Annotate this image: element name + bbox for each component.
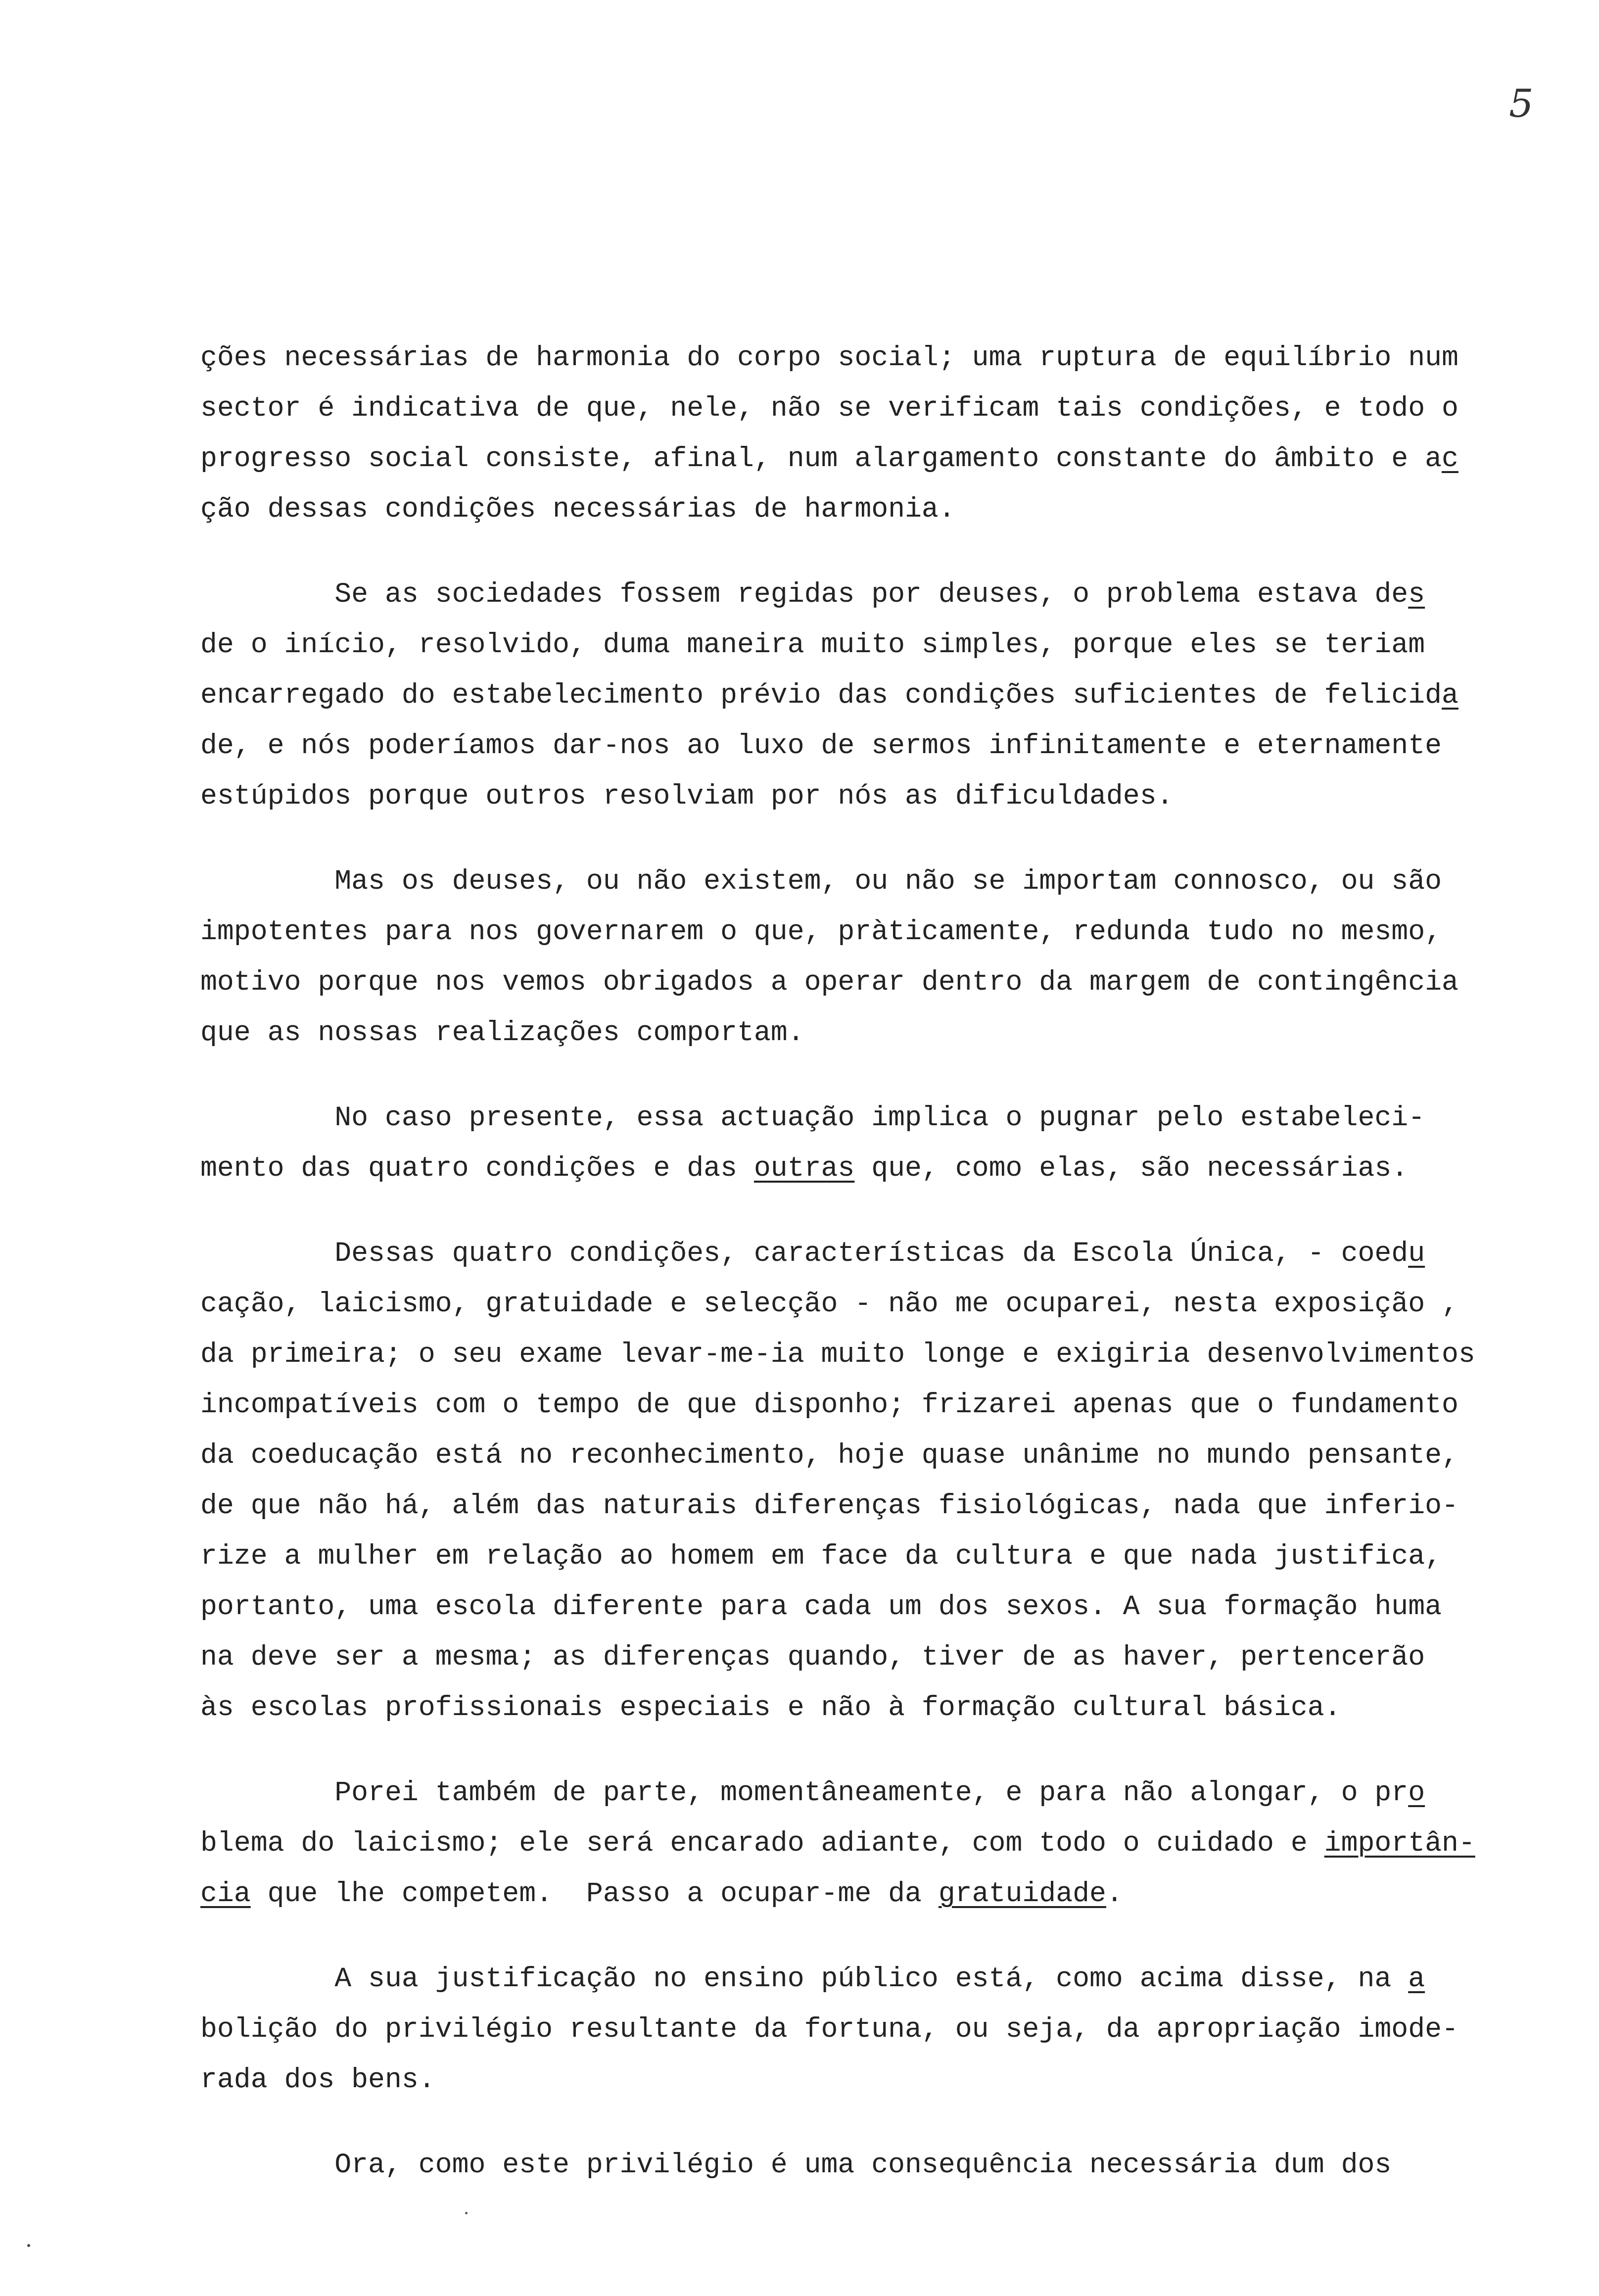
text-line	[200, 333, 1586, 383]
paragraph	[200, 856, 1586, 1058]
text-line	[200, 1380, 1586, 1430]
text-segment: ções necessárias de harmonia do corpo social; uma ruptura de equilíbrio num	[200, 342, 1458, 374]
text-line	[200, 1329, 1586, 1380]
text-segment: que lhe competem. Passo a ocupar-me da	[250, 1878, 939, 1910]
underlined-text: a	[1442, 679, 1458, 711]
text-segment: bolição do privilégio resultante da fortuna, ou seja, da apropriação imode-	[200, 2013, 1458, 2045]
text-line	[200, 1868, 1586, 1919]
text-segment: sector é indicativa de que, nele, não se verificam tais condições, e todo o	[200, 392, 1458, 424]
text-segment: rada dos bens.	[200, 2064, 435, 2096]
text-segment: No caso presente, essa actuação implica o pugnar pelo estabeleci-	[200, 1102, 1425, 1134]
text-segment: de o início, resolvido, duma maneira muito simples, porque eles se teriam	[200, 629, 1425, 661]
text-segment: estúpidos porque outros resolviam por nós as dificuldades.	[200, 780, 1174, 812]
text-line	[200, 1228, 1586, 1279]
paragraph	[200, 1954, 1586, 2105]
text-segment: Dessas quatro condições, características da Escola Única, - coed	[200, 1238, 1409, 1269]
underlined-text: s	[1408, 578, 1425, 610]
paragraph-gap	[200, 1194, 1586, 1228]
text-segment: mento das quatro condições e das	[200, 1152, 754, 1184]
text-line	[200, 1279, 1586, 1329]
text-line	[200, 2004, 1586, 2055]
text-segment: encarregado do estabelecimento prévio das condições suficientes de felicid	[200, 679, 1442, 711]
text-line	[200, 2055, 1586, 2105]
text-segment: rize a mulher em relação ao homem em face da cultura e que nada justifica,	[200, 1540, 1442, 1572]
text-segment: cação, laicismo, gratuidade e selecção - não me ocuparei, nesta exposição ,	[200, 1288, 1458, 1320]
margin-mark	[27, 2244, 30, 2247]
text-line	[200, 1818, 1586, 1868]
paragraph-gap	[200, 821, 1586, 856]
text-line	[200, 1481, 1586, 1531]
text-line	[200, 957, 1586, 1007]
paragraph	[200, 1228, 1586, 1733]
text-line	[200, 1093, 1586, 1143]
text-line	[200, 1581, 1586, 1632]
text-segment: que as nossas realizações comportam.	[200, 1017, 804, 1049]
text-segment: impotentes para nos governarem o que, pràticamente, redunda tudo no mesmo,	[200, 916, 1442, 948]
text-segment: motivo porque nos vemos obrigados a operar dentro da margem de contingência	[200, 966, 1458, 998]
text-line	[200, 856, 1586, 907]
text-segment: da coeducação está no reconhecimento, hoje quase unânime no mundo pensante,	[200, 1439, 1458, 1471]
text-line	[200, 1682, 1586, 1733]
text-line	[200, 1768, 1586, 1818]
text-segment: da primeira; o seu exame levar-me-ia muito longe e exigiria desenvolvimentos	[200, 1339, 1475, 1370]
paragraph-gap	[200, 1733, 1586, 1768]
paragraph	[200, 569, 1586, 821]
underlined-text: cia	[200, 1878, 251, 1910]
text-segment: progresso social consiste, afinal, num alargamento constante do âmbito e a	[200, 443, 1442, 475]
margin-mark	[465, 2212, 468, 2214]
underlined-text: importân-	[1324, 1827, 1475, 1859]
text-segment: às escolas profissionais especiais e não à formação cultural básica.	[200, 1692, 1341, 1723]
text-line	[200, 569, 1586, 620]
text-segment: blema do laicismo; ele será encarado adiante, com todo o cuidado e	[200, 1827, 1324, 1859]
text-segment: que, como elas, são necessárias.	[854, 1152, 1409, 1184]
underlined-text: a	[1408, 1963, 1425, 1995]
paragraph	[200, 1093, 1586, 1194]
underlined-text: o	[1408, 1777, 1425, 1809]
text-line	[200, 620, 1586, 670]
text-segment: Ora, como este privilégio é uma consequência necessária dum dos	[200, 2149, 1392, 2181]
paragraph-gap	[200, 1058, 1586, 1093]
text-segment: A sua justificação no ensino público está, como acima disse, na	[200, 1963, 1409, 1995]
text-line	[200, 1007, 1586, 1058]
text-line	[200, 1430, 1586, 1481]
text-line	[200, 1531, 1586, 1581]
text-segment: .	[1106, 1878, 1123, 1910]
text-line	[200, 1143, 1586, 1194]
text-line	[200, 670, 1586, 720]
text-segment: incompatíveis com o tempo de que disponho; frizarei apenas que o fundamento	[200, 1389, 1458, 1421]
paragraph	[200, 333, 1586, 534]
paragraph	[200, 1768, 1586, 1919]
text-line	[200, 720, 1586, 771]
text-segment: de que não há, além das naturais diferenças fisiológicas, nada que inferio-	[200, 1490, 1458, 1522]
text-line	[200, 433, 1586, 484]
underlined-text: outras	[753, 1152, 855, 1184]
text-segment: ção dessas condições necessárias de harmonia.	[200, 493, 955, 525]
text-segment: na deve ser a mesma; as diferenças quando, tiver de as haver, pertencerão	[200, 1641, 1425, 1673]
paragraph-gap	[200, 1919, 1586, 1954]
text-line	[200, 1632, 1586, 1682]
paragraph	[200, 2140, 1586, 2190]
underlined-text: u	[1408, 1238, 1425, 1269]
text-segment: Porei também de parte, momentâneamente, e para não alongar, o pr	[200, 1777, 1409, 1809]
underlined-text: gratuidade	[938, 1878, 1106, 1910]
underlined-text: c	[1442, 443, 1458, 475]
text-line	[200, 2140, 1586, 2190]
text-segment: portanto, uma escola diferente para cada um dos sexos. A sua formação huma	[200, 1591, 1442, 1623]
text-segment: de, e nós poderíamos dar-nos ao luxo de sermos infinitamente e eternamente	[200, 730, 1442, 762]
text-line	[200, 484, 1586, 534]
text-segment: Se as sociedades fossem regidas por deuses, o problema estava de	[200, 578, 1409, 610]
text-line	[200, 907, 1586, 957]
text-line	[200, 1954, 1586, 2004]
text-segment: Mas os deuses, ou não existem, ou não se importam connosco, ou são	[200, 865, 1442, 897]
text-line	[200, 771, 1586, 821]
paragraph-gap	[200, 534, 1586, 569]
text-line	[200, 383, 1586, 433]
document-body	[200, 333, 1586, 2190]
paragraph-gap	[200, 2105, 1586, 2140]
page-number: 5	[1509, 82, 1534, 126]
